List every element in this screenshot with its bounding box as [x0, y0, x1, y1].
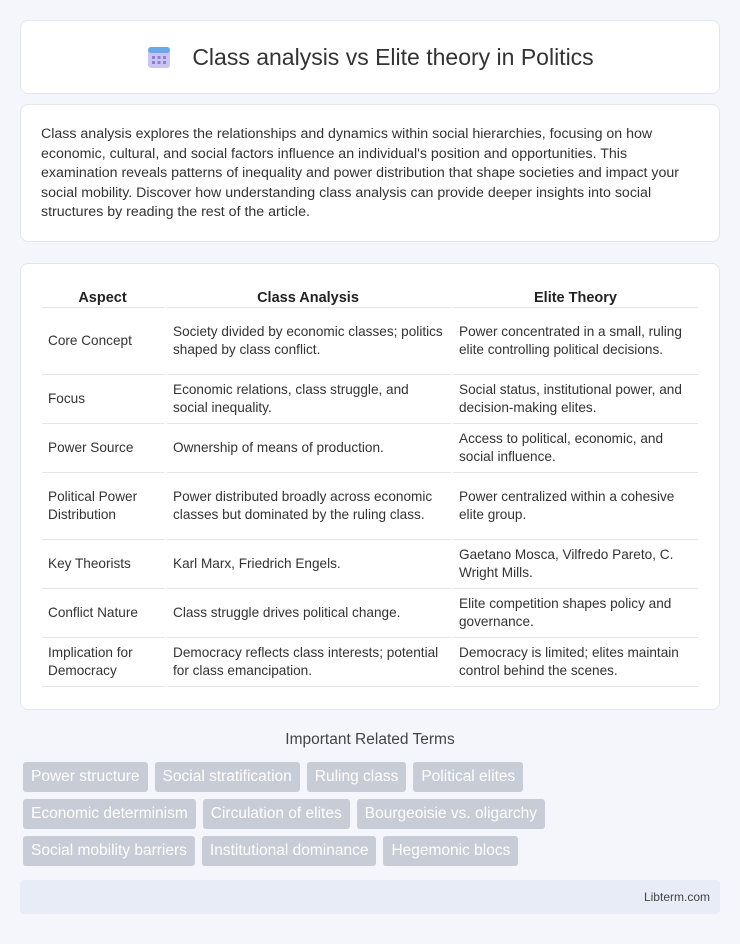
- related-term-tag[interactable]: Bourgeoisie vs. oligarchy: [357, 799, 545, 829]
- header-class-analysis: Class Analysis: [167, 284, 453, 308]
- cell-class-analysis: Democracy reflects class interests; potential for class emancipation.: [167, 638, 453, 687]
- cell-elite-theory: Democracy is limited; elites maintain control behind the scenes.: [453, 638, 698, 687]
- cell-class-analysis: Class struggle drives political change.: [167, 589, 453, 638]
- header-elite-theory: Elite Theory: [453, 284, 698, 308]
- cell-class-analysis: Economic relations, class struggle, and social inequality.: [167, 375, 453, 424]
- cell-aspect: Focus: [42, 375, 167, 424]
- related-term-tag[interactable]: Circulation of elites: [203, 799, 350, 829]
- cell-class-analysis: Ownership of means of production.: [167, 424, 453, 473]
- intro-card: [20, 104, 720, 242]
- calendar-icon: [146, 44, 172, 70]
- cell-elite-theory: Social status, institutional power, and decision-making elites.: [453, 375, 698, 424]
- intro-paragraph: Class analysis explores the relationships and dynamics within social hierarchies, focusing on how economic, cultural, and social factors influence an individual's position and opportunities. This examination reveals patterns of inequality and power distribution that shape societies and impact your social mobility. Discover how understanding class analysis can provide deeper insights into social structures by reading the rest of the article.: [41, 126, 680, 220]
- cell-elite-theory: Gaetano Mosca, Vilfredo Pareto, C. Wright Mills.: [453, 540, 698, 589]
- header-aspect: Aspect: [42, 284, 167, 308]
- related-term-tag[interactable]: Political elites: [413, 762, 523, 792]
- related-term-tag[interactable]: Institutional dominance: [202, 836, 377, 866]
- cell-aspect: Conflict Nature: [42, 589, 167, 638]
- footer-site-link[interactable]: Libterm.com: [643, 890, 710, 904]
- related-term-tag[interactable]: Social mobility barriers: [23, 836, 195, 866]
- footer: [20, 880, 720, 914]
- cell-elite-theory: Elite competition shapes policy and governance.: [453, 589, 698, 638]
- cell-aspect: Political Power Distribution: [42, 473, 167, 540]
- cell-aspect: Power Source: [42, 424, 167, 473]
- cell-elite-theory: Power centralized within a cohesive elite group.: [453, 473, 698, 540]
- cell-elite-theory: Access to political, economic, and social influence.: [453, 424, 698, 473]
- title-card: [20, 20, 720, 94]
- table-row: [42, 638, 698, 687]
- related-term-tag[interactable]: Power structure: [23, 762, 148, 792]
- table-row: [42, 540, 698, 589]
- page-title: Class analysis vs Elite theory in Politics: [192, 43, 594, 70]
- related-term-tag[interactable]: Social stratification: [155, 762, 300, 792]
- related-term-tag[interactable]: Economic determinism: [23, 799, 196, 829]
- cell-class-analysis: Power distributed broadly across economic classes but dominated by the ruling class.: [167, 473, 453, 540]
- cell-class-analysis: Karl Marx, Friedrich Engels.: [167, 540, 453, 589]
- table-row: [42, 589, 698, 638]
- cell-aspect: Implication for Democracy: [42, 638, 167, 687]
- table-row: [42, 424, 698, 473]
- related-term-tag[interactable]: Ruling class: [307, 762, 407, 792]
- cell-aspect: Key Theorists: [42, 540, 167, 589]
- related-terms-title: Important Related Terms: [285, 731, 455, 748]
- cell-class-analysis: Society divided by economic classes; politics shaped by class conflict.: [167, 308, 453, 375]
- comparison-table-card: [20, 263, 720, 710]
- table-row: [42, 308, 698, 375]
- cell-elite-theory: Power concentrated in a small, ruling elite controlling political decisions.: [453, 308, 698, 375]
- comparison-table: [42, 284, 698, 687]
- table-row: [42, 375, 698, 424]
- related-terms-list: [23, 762, 723, 873]
- related-term-tag[interactable]: Hegemonic blocs: [383, 836, 518, 866]
- table-row: [42, 473, 698, 540]
- cell-aspect: Core Concept: [42, 308, 167, 375]
